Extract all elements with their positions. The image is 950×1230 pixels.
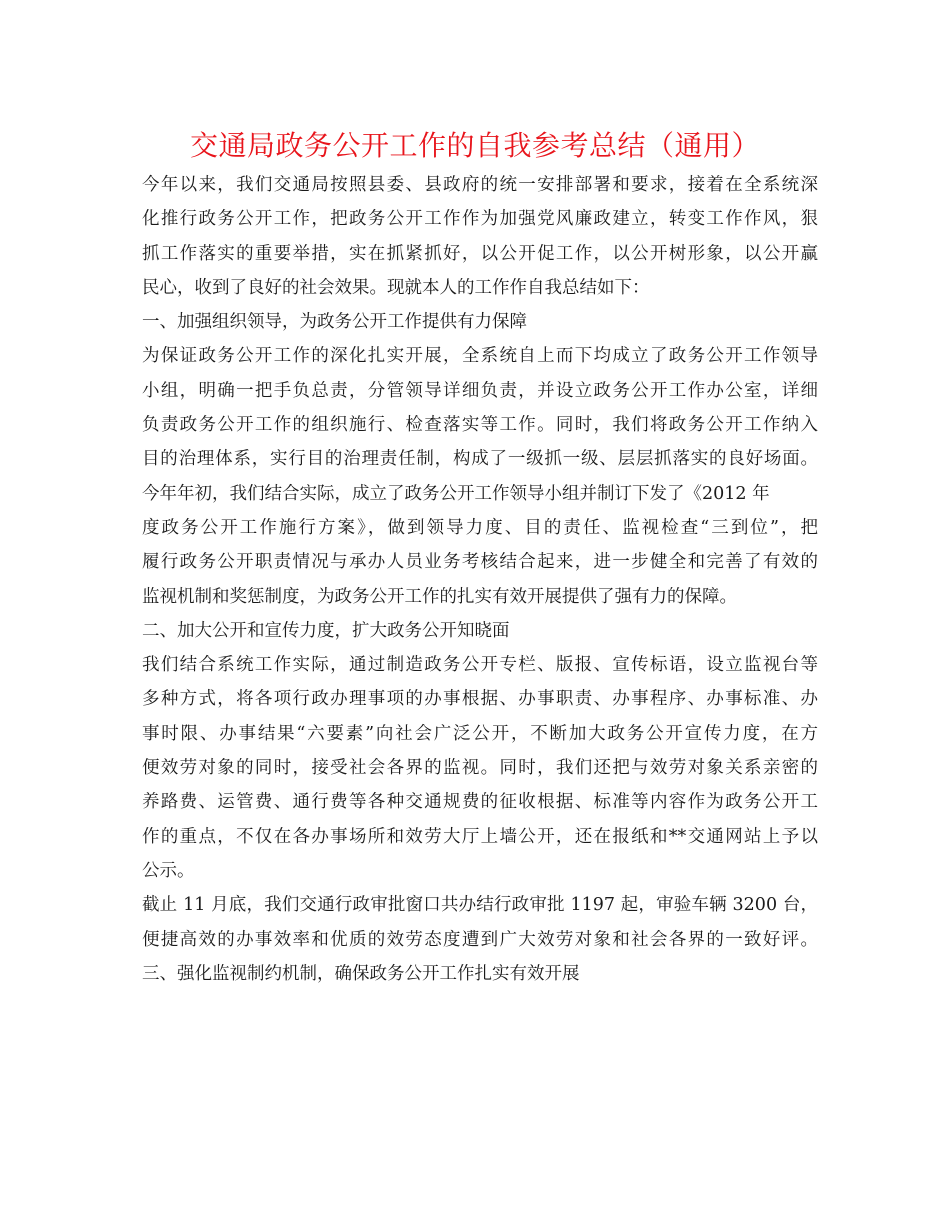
text-line: 事时限、办事结果“六要素”向社会广泛公开，不断加大政务公开宣传力度，在方 [142,723,818,744]
text-line: 作的重点，不仅在各办事场所和效劳大厅上墙公开，还在报纸和**交通网站上予以 [142,826,818,847]
text-line: 多种方式，将各项行政办理事项的办事根据、办事职责、办事程序、办事标准、办 [142,689,818,710]
document-body [142,168,818,991]
text-line: 养路费、运管费、通行费等各种交通规费的征收根据、标准等内容作为政务公开工 [142,792,818,813]
text-line: 便效劳对象的同时，接受社会各界的监视。同时，我们还把与效劳对象关系亲密的 [142,758,818,779]
text-line: 目的治理体系，实行目的治理责任制，构成了一级抓一级、层层抓落实的良好场面。 [142,449,818,470]
text-line: 今年年初，我们结合实际，成立了政务公开工作领导小组并制订下发了《2012 年 [142,483,770,504]
text-line: 度政务公开工作施行方案》，做到领导力度、目的责任、监视检查“三到位”，把 [142,517,818,538]
text-line: 抓工作落实的重要举措，实在抓紧抓好，以公开促工作，以公开树形象，以公开赢 [142,243,818,264]
text-line: 三、强化监视制约机制，确保政务公开工作扎实有效开展 [142,963,580,984]
text-line: 公示。 [142,860,195,881]
text-line: 二、加大公开和宣传力度，扩大政务公开知晓面 [142,620,510,641]
text-line: 一、加强组织领导，为政务公开工作提供有力保障 [142,312,527,333]
text-line: 便捷高效的办事效率和优质的效劳态度遭到广大效劳对象和社会各界的一致好评。 [142,929,818,950]
text-line: 我们结合系统工作实际，通过制造政务公开专栏、版报、宣传标语，设立监视台等 [142,655,818,676]
document-title: 交通局政务公开工作的自我参考总结（通用） [189,129,760,162]
text-line: 监视机制和奖惩制度，为政务公开工作的扎实有效开展提供了强有力的保障。 [142,586,737,607]
text-line: 化推行政务公开工作，把政务公开工作作为加强党风廉政建立，转变工作作风，狠 [142,209,818,230]
text-line: 今年以来，我们交通局按照县委、县政府的统一安排部署和要求，接着在全系统深 [142,175,818,195]
text-line: 履行政务公开职责情况与承办人员业务考核结合起来，进一步健全和完善了有效的 [142,552,818,573]
text-line: 负责政务公开工作的组织施行、检查落实等工作。同时，我们将政务公开工作纳入 [142,415,818,436]
text-line: 为保证政务公开工作的深化扎实开展，全系统自上而下均成立了政务公开工作领导 [142,346,818,367]
text-line: 截止 11 月底，我们交通行政审批窗口共办结行政审批 1197 起，审验车辆 3200 台， [142,895,818,916]
text-line: 小组，明确一把手负总责，分管领导详细负责，并设立政务公开工作办公室，详细 [142,380,818,401]
text-line: 民心，收到了良好的社会效果。现就本人的工作作自我总结如下： [142,277,650,298]
